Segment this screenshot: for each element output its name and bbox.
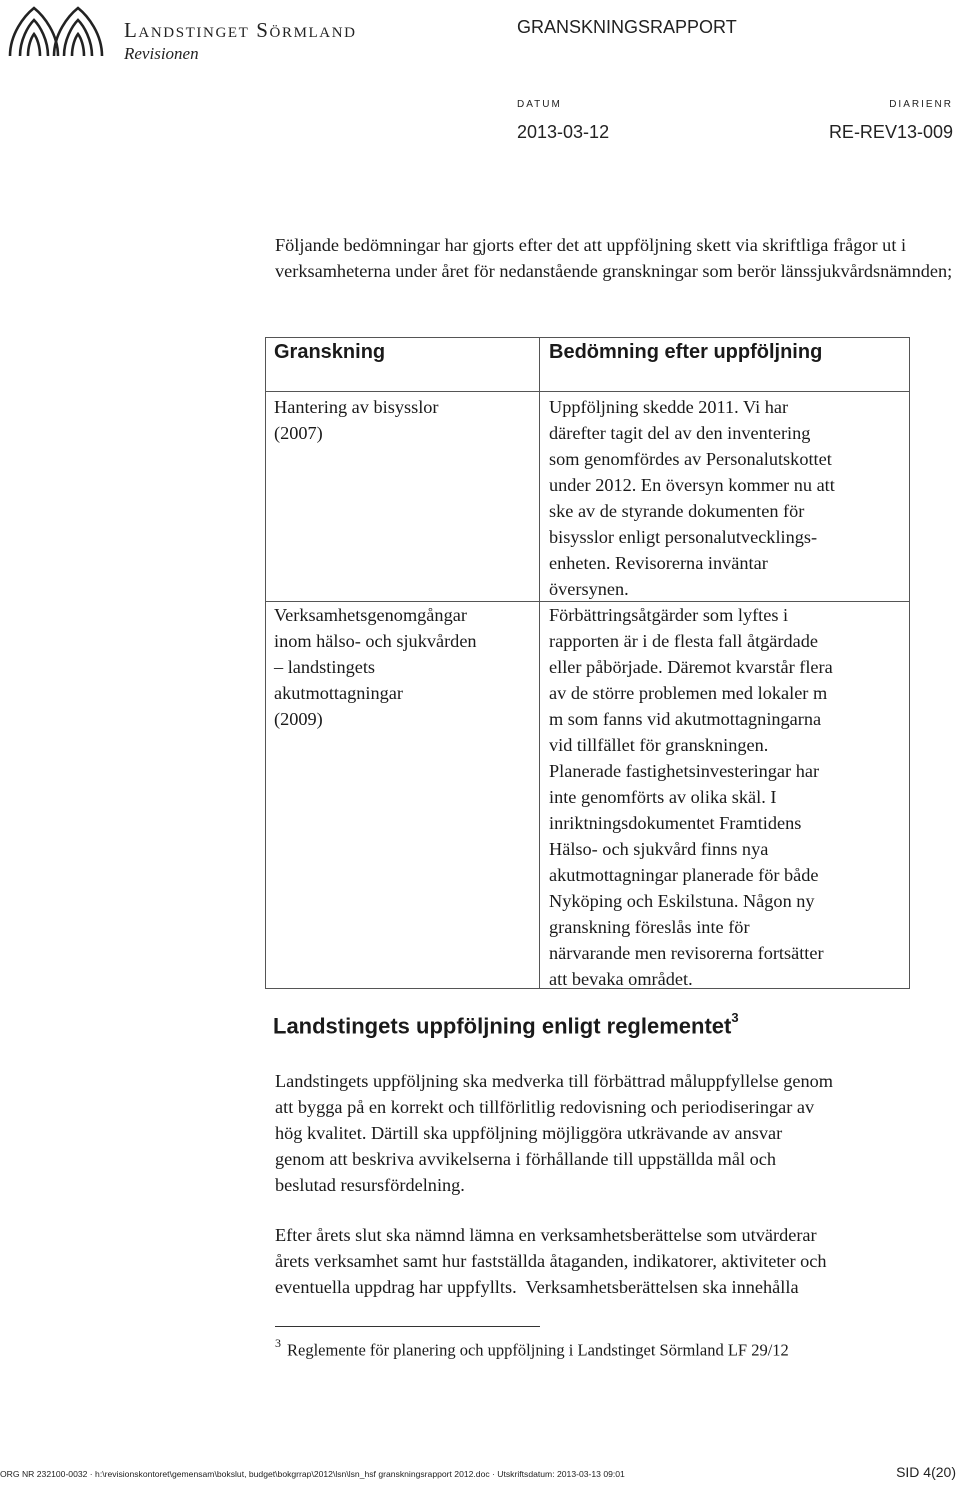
paragraph-line: att bygga på en korrekt och tillförlitlig redovisning och periodiseringar av xyxy=(275,1097,815,1117)
date-value: 2013-03-12 xyxy=(517,122,610,142)
review-line: inom hälso- och sjukvården xyxy=(274,631,477,651)
review-line: (2009) xyxy=(274,709,323,729)
review-line: Hantering av bisysslor xyxy=(274,397,439,417)
body-paragraph xyxy=(275,1222,960,1300)
footnote-number: 3 xyxy=(275,1336,281,1350)
assessment-line: närvarande men revisorerna fortsätter xyxy=(549,943,824,963)
page-number: SID 4(20) xyxy=(896,1464,956,1480)
assessment-line: inriktningsdokumentet Framtidens xyxy=(549,813,802,833)
paragraph-line: beslutad resursfördelning. xyxy=(275,1175,465,1195)
assessment-line: granskning föreslås inte för xyxy=(549,917,750,937)
paragraph-line: årets verksamhet samt hur fastställda åtaganden, indikatorer, aktiviteter och xyxy=(275,1251,827,1271)
assessment-line: översynen. xyxy=(549,579,629,599)
table-row-2-review xyxy=(274,602,477,732)
assessment-line: m som fanns vid akutmottagningarna xyxy=(549,709,822,729)
paragraph-line: hög kvalitet. Därtill ska uppföljning möjliggöra utkrävande av ansvar xyxy=(275,1123,783,1143)
table-header-assessment: Bedömning efter uppföljning xyxy=(549,341,823,363)
body-paragraph xyxy=(275,1068,960,1198)
review-line: (2007) xyxy=(274,423,323,443)
review-line: – landstingets xyxy=(274,657,376,677)
organization-unit: Revisionen xyxy=(124,44,199,63)
table-row-1-assessment xyxy=(549,394,835,602)
assessment-line: Nyköping och Eskilstuna. Någon ny xyxy=(549,891,815,911)
section-heading xyxy=(273,1010,739,1039)
table-header-review: Granskning xyxy=(274,341,386,363)
assessment-line: vid tillfället för granskningen. xyxy=(549,735,769,755)
date-label: DATUM xyxy=(517,99,562,110)
assessment-line: akutmottagningar planerade för både xyxy=(549,865,819,885)
footer-file-path: ORG NR 232100-0032 · h:\revisionskontoret\gemensam\bokslut, budget\bokgrrap\2012\lsn\lsn_hsf granskningsrapport 2012.doc · Utskriftsdatum: 2013-03-13 09:01 xyxy=(0,1469,625,1479)
assessment-line: som genomfördes av Personalutskottet xyxy=(549,449,832,469)
assessment-line: ske av de styrande dokumenten för xyxy=(549,501,805,521)
landstinget-sormland-logo-icon xyxy=(4,4,109,60)
table-column-divider xyxy=(539,338,540,988)
footnote-divider xyxy=(275,1326,540,1327)
paragraph-line: Landstingets uppföljning ska medverka till förbättrad måluppfyllelse genom xyxy=(275,1071,833,1091)
assessment-line: bisysslor enligt personalutvecklings- xyxy=(549,527,818,547)
paragraph-line: eventuella uppdrag har uppfyllts. Verksamhetsberättelsen ska innehålla xyxy=(275,1277,799,1297)
section-heading-text: Landstingets uppföljning enligt reglementet xyxy=(273,1013,732,1039)
assessment-line: därefter tagit del av den inventering xyxy=(549,423,811,443)
table-row-2-assessment xyxy=(549,602,833,992)
paragraph-line: genom att beskriva avvikelserna i förhållande till uppställda mål och xyxy=(275,1149,777,1169)
assessment-line: Uppföljning skedde 2011. Vi har xyxy=(549,397,789,417)
organization-name: Landstinget Sörmland xyxy=(124,18,357,42)
intro-paragraph: Följande bedömningar har gjorts efter det att uppföljning skett via skriftliga frågor ut i verksamheterna under året för nedanstående granskningar som berör länssjukvårdsnämnden; xyxy=(275,235,953,281)
document-type: GRANSKNINGSRAPPORT xyxy=(517,17,737,37)
review-line: Verksamhetsgenomgångar xyxy=(274,605,467,625)
paragraph-line: Efter årets slut ska nämnd lämna en verksamhetsberättelse som utvärderar xyxy=(275,1225,817,1245)
assessment-line: inte genomförts av olika skäl. I xyxy=(549,787,777,807)
assessment-line: enheten. Revisorerna inväntar xyxy=(549,553,768,573)
assessment-line: rapporten är i de flesta fall åtgärdade xyxy=(549,631,818,651)
assessment-line: eller påbörjade. Däremot kvarstår flera xyxy=(549,657,833,677)
assessment-line: Förbättringsåtgärder som lyftes i xyxy=(549,605,789,625)
table-row-1-review xyxy=(274,394,439,446)
assessment-line: Planerade fastighetsinvesteringar har xyxy=(549,761,820,781)
assessment-line: att bevaka området. xyxy=(549,969,693,989)
diarie-label: DIARIENR xyxy=(889,99,953,110)
footnote-reference: 3 xyxy=(731,1010,739,1025)
footnote-text: Reglemente för planering och uppföljning i Landstinget Sörmland LF 29/12 xyxy=(287,1340,789,1360)
review-table xyxy=(265,337,910,989)
assessment-line: under 2012. En översyn kommer nu att xyxy=(549,475,835,495)
table-header-divider xyxy=(266,391,909,392)
footnote xyxy=(275,1338,789,1361)
review-line: akutmottagningar xyxy=(274,683,403,703)
assessment-line: av de större problemen med lokaler m xyxy=(549,683,828,703)
diarie-number: RE-REV13-009 xyxy=(828,122,953,142)
assessment-line: Hälso- och sjukvård finns nya xyxy=(549,839,769,859)
